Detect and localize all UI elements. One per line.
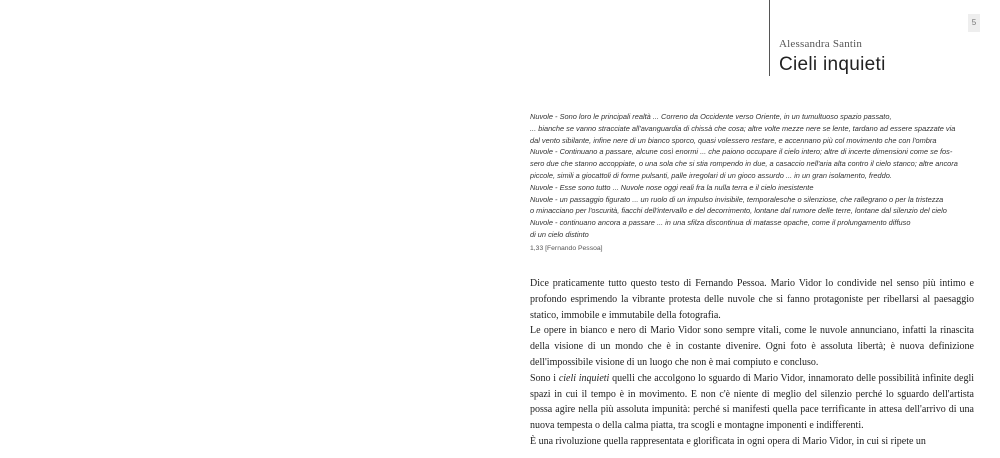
quote-line: Nuvole - Sono loro le principali realtà ... Correno da Occidente verso Oriente, in un tumultuoso spazio passato, [530,112,892,121]
author-name: Alessandra Santin [779,38,863,50]
body-paragraph: È una rivoluzione quella rappresentata e glorificata in ogni opera di Mario Vidor, in cui si ripete un [530,435,926,447]
body-paragraph: Le opere in bianco e nero di Mario Vidor sono sempre vitali, come le nuvole annunciano, infatti la rinascita della visione di un mondo che è in costante divenire. Ogni foto è assoluta libertà; è nuova definizione dell'impossibile visione di un luogo che non è mai compiuto e concluso. [530,325,974,368]
quote-line: sero due che stanno accoppiate, o una sola che si stia rompendo in due, a casaccio nell'aria alta contro il cielo stanco; altre ancora [530,159,958,169]
quote-line: di un cielo distinto [530,229,589,239]
quote-line: Nuvole - continuano ancora a passare ... in una sfilza discontinua di matasse opache, come il prolungamento diffuso [530,218,911,228]
quote-citation: 1,33 [Fernando Pessoa] [530,244,603,252]
body-text-fragment: quelli che accolgono lo sguardo di Mario Vidor, innamorato delle possibilità infinite degli spazi in cui il tempo è in movimento. E non c'è niente di meglio del silenzio perché lo sguardo dell'artista possa agire nella più assoluta impunità: perché si manifesti quella pace terrificante in attesa dell'arrivo di una nuova tempesta o della calma piatta, tra scogli e montagne imponenti e indifferenti. [530,372,975,432]
quote-line: ... bianche se vanno stracciate all'avanguardia di chissà che cosa; altre volte mezze nere se lente, tardano ad essere spazzate via [530,123,956,133]
quote-line: Nuvole - Continuano a passare, alcune così enormi ... che paiono occupare il cielo intero; altre di incerte dimensioni come se fos- [530,147,953,157]
essay-body [530,276,974,450]
quote-line: Nuvole - un passaggio figurato ... un ruolo di un impulso invisibile, temporalesche o silenziose, che rallegrano o per la tristezza [530,194,944,204]
epigraph-quote [530,111,970,255]
emphasized-title: cieli inquieti [558,372,610,384]
quote-line: dal vento sibilante, infine nere di un bianco sporco, quasi volessero restare, e accennano più col movimento che con l'ombra [530,135,937,145]
quote-line: o minacciano per l'oscurità, fiacchi dell'intervallo e del decorrimento, lontane dal rumore delle terre, lontane dal silenzio del cielo [530,206,947,216]
page-spine-divider [769,0,770,76]
quote-line: piccole, simili a giocattoli di forme pulsanti, palle irregolari di un gioco assurdo ... in un gran isolamento, freddo. [530,170,892,180]
page-number: 5 [968,14,980,32]
page-title: Cieli inquieti [779,54,886,75]
body-paragraph [530,371,974,434]
body-text-fragment: Sono i [530,372,559,384]
body-paragraph: Dice praticamente tutto questo testo di Fernando Pessoa. Mario Vidor lo condivide nel senso più intimo e profondo esprimendo la vibrante protesta delle nuvole che si fanno protagoniste per ribellarsi al paesaggio statico, immobile e immutabile della fotografia. [530,278,974,321]
quote-line: Nuvole - Esse sono tutto ... Nuvole nose oggi reali fra la nulla terra e il cielo inesistente [530,182,814,192]
